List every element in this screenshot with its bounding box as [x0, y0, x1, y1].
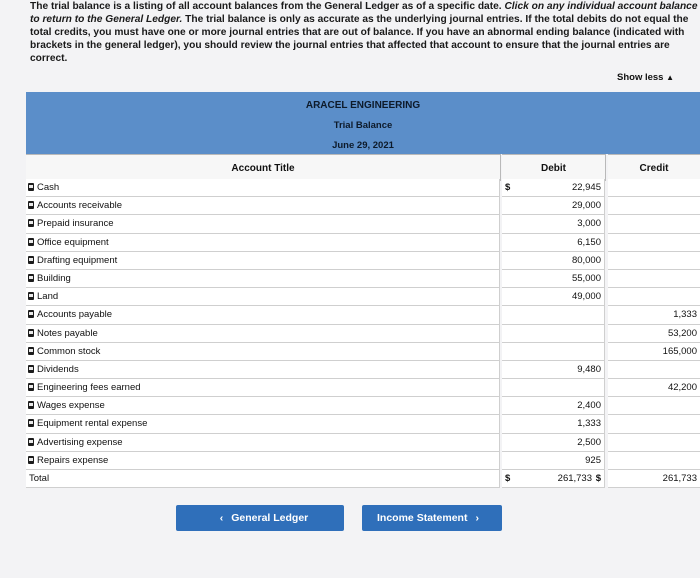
flag-icon	[28, 256, 34, 264]
total-row	[26, 470, 700, 488]
debit-cell[interactable]	[502, 234, 605, 252]
credit-value: 165,000	[662, 345, 697, 357]
account-name: Office equipment	[37, 236, 109, 248]
debit-value: 55,000	[571, 272, 601, 284]
report-header	[26, 92, 700, 154]
flag-icon	[28, 201, 34, 209]
credit-cell[interactable]	[608, 397, 700, 415]
account-name: Prepaid insurance	[37, 218, 114, 230]
credit-cell[interactable]	[608, 343, 700, 361]
table-row	[26, 234, 700, 252]
credit-cell[interactable]	[608, 288, 700, 306]
account-name: Dividends	[37, 363, 79, 375]
debit-cell[interactable]	[502, 288, 605, 306]
debit-cell[interactable]	[502, 179, 605, 197]
account-name: Cash	[37, 182, 60, 193]
credit-value: 1,333	[673, 309, 697, 321]
debit-cell[interactable]	[502, 343, 605, 361]
flag-icon	[28, 329, 34, 337]
flag-icon	[28, 456, 34, 464]
debit-cell[interactable]	[502, 252, 605, 270]
debit-cell[interactable]	[502, 415, 605, 433]
column-header-credit: Credit	[608, 154, 700, 181]
column-header-account-title: Account Title	[26, 154, 501, 181]
credit-cell[interactable]	[608, 215, 700, 233]
triangle-up-icon: ▲	[666, 73, 675, 82]
credit-cell[interactable]	[608, 325, 700, 343]
table-row	[26, 179, 700, 197]
account-name: Land	[37, 291, 59, 303]
report-title: Trial Balance	[333, 120, 393, 131]
debit-value: 49,000	[571, 291, 601, 303]
flag-icon	[28, 365, 34, 373]
account-title-cell[interactable]	[26, 361, 500, 379]
total-credit-cell	[608, 470, 700, 488]
credit-cell[interactable]	[608, 197, 700, 215]
column-header-debit: Debit	[502, 154, 606, 181]
account-title-cell[interactable]	[26, 415, 500, 433]
flag-icon	[28, 383, 34, 391]
debit-value: 9,480	[577, 363, 601, 375]
flag-icon	[28, 238, 34, 246]
account-title-cell[interactable]	[26, 397, 500, 415]
credit-cell[interactable]	[608, 452, 700, 470]
account-name: Drafting equipment	[37, 254, 118, 266]
instructions-text	[30, 0, 698, 65]
instructions-line5: that affected that account to ensure that the journal entries are correct.	[30, 40, 670, 64]
general-ledger-label: General Ledger	[231, 512, 309, 524]
credit-cell[interactable]	[608, 306, 700, 324]
debit-value: 2,500	[577, 436, 601, 448]
debit-value: 3,000	[577, 218, 601, 230]
account-name: Repairs expense	[37, 454, 109, 466]
table-row	[26, 415, 700, 433]
debit-value: 6,150	[577, 236, 601, 248]
instructions-line4: If you have an abnormal ending balance (indicated with brackets in the general ledger), you should review the journal entries	[30, 27, 685, 51]
credit-value: 42,200	[667, 382, 697, 394]
flag-icon	[28, 292, 34, 300]
table-row	[26, 361, 700, 379]
table-row	[26, 325, 700, 343]
debit-cell[interactable]	[502, 197, 605, 215]
instructions-part3: The trial balance is only as accurate as the underlying journal entries.	[185, 14, 523, 25]
account-name: Wages expense	[37, 400, 105, 412]
general-ledger-button[interactable]	[176, 505, 344, 531]
account-name: Engineering fees earned	[37, 382, 141, 394]
report-date: June 29, 2021	[332, 140, 394, 151]
account-title-cell[interactable]	[26, 252, 500, 270]
debit-cell[interactable]	[502, 270, 605, 288]
table-row	[26, 452, 700, 470]
account-title-cell[interactable]	[26, 288, 500, 306]
debit-cell[interactable]	[502, 452, 605, 470]
debit-value: 1,333	[577, 418, 601, 430]
income-statement-label: Income Statement	[377, 512, 468, 524]
chevron-right-icon: ›	[475, 512, 479, 524]
total-credit: 261,733	[662, 473, 697, 484]
credit-cell[interactable]	[608, 234, 700, 252]
account-title-cell[interactable]	[26, 452, 500, 470]
account-name: Accounts receivable	[37, 200, 123, 212]
account-name: Building	[37, 272, 71, 284]
account-title-cell[interactable]	[26, 197, 500, 215]
debit-cell[interactable]	[502, 215, 605, 233]
debit-cell[interactable]	[502, 325, 605, 343]
credit-cell[interactable]	[608, 270, 700, 288]
table-row	[26, 379, 700, 397]
total-debit: 261,733	[557, 473, 592, 484]
table-row	[26, 343, 700, 361]
flag-icon	[28, 438, 34, 446]
debit-value: 29,000	[571, 200, 601, 212]
account-title-cell[interactable]	[26, 434, 500, 452]
flag-icon	[28, 401, 34, 409]
income-statement-button[interactable]	[362, 505, 502, 531]
account-name: Accounts payable	[37, 309, 112, 321]
debit-cell[interactable]	[502, 361, 605, 379]
account-title-cell[interactable]	[26, 325, 500, 343]
account-title-cell[interactable]	[26, 179, 500, 197]
account-name: Notes payable	[37, 327, 98, 339]
dollar-sign: $	[505, 182, 511, 193]
flag-icon	[28, 183, 34, 191]
account-name: Advertising expense	[37, 436, 123, 448]
credit-value: 53,200	[667, 327, 697, 339]
account-title-cell[interactable]	[26, 234, 500, 252]
debit-value: 2,400	[577, 400, 601, 412]
show-less-label: Show less	[617, 72, 664, 83]
table-row	[26, 270, 700, 288]
account-title-cell[interactable]	[26, 306, 500, 324]
debit-value: 22,945	[571, 182, 601, 193]
debit-cell[interactable]	[502, 434, 605, 452]
flag-icon	[28, 419, 34, 427]
debit-cell[interactable]	[502, 379, 605, 397]
instructions-part1: The trial balance is a listing of all account balances from the General Ledger as of a specific date.	[30, 1, 502, 12]
credit-cell[interactable]	[608, 415, 700, 433]
table-row	[26, 306, 700, 324]
credit-cell[interactable]	[608, 179, 700, 197]
table-row	[26, 215, 700, 233]
table-row	[26, 252, 700, 270]
debit-value: 80,000	[571, 254, 601, 266]
total-label: Total	[29, 473, 50, 484]
company-name: ARACEL ENGINEERING	[305, 100, 421, 111]
account-name: Common stock	[37, 345, 101, 357]
account-title-cell[interactable]	[26, 379, 500, 397]
account-title-cell[interactable]	[26, 215, 500, 233]
account-name: Equipment rental expense	[37, 418, 148, 430]
table-row	[26, 434, 700, 452]
flag-icon	[28, 219, 34, 227]
account-title-cell[interactable]	[26, 343, 500, 361]
debit-cell[interactable]	[502, 397, 605, 415]
dollar-sign: $	[595, 473, 601, 484]
flag-icon	[28, 274, 34, 282]
account-title-cell[interactable]	[26, 270, 500, 288]
dollar-sign: $	[505, 473, 511, 484]
total-label-cell	[26, 470, 500, 488]
show-less-toggle[interactable]	[617, 72, 674, 83]
flag-icon	[28, 347, 34, 355]
table-row	[26, 397, 700, 415]
credit-cell[interactable]	[608, 379, 700, 397]
table-row	[26, 288, 700, 306]
chevron-left-icon: ‹	[219, 512, 224, 524]
flag-icon	[28, 310, 34, 318]
trial-balance-rows	[26, 179, 700, 488]
credit-cell[interactable]	[608, 252, 700, 270]
instructions-part2: Click on any individual account balance to return to the General Ledger.	[30, 1, 698, 25]
table-row	[26, 197, 700, 215]
total-debit-cell	[502, 470, 605, 488]
debit-cell[interactable]	[502, 306, 605, 324]
debit-value: 925	[585, 454, 601, 466]
credit-cell[interactable]	[608, 434, 700, 452]
instructions-line3: If the total debits do not equal the total credits, you must have one or more journal entries that are out of balance.	[30, 14, 689, 38]
credit-cell[interactable]	[608, 361, 700, 379]
